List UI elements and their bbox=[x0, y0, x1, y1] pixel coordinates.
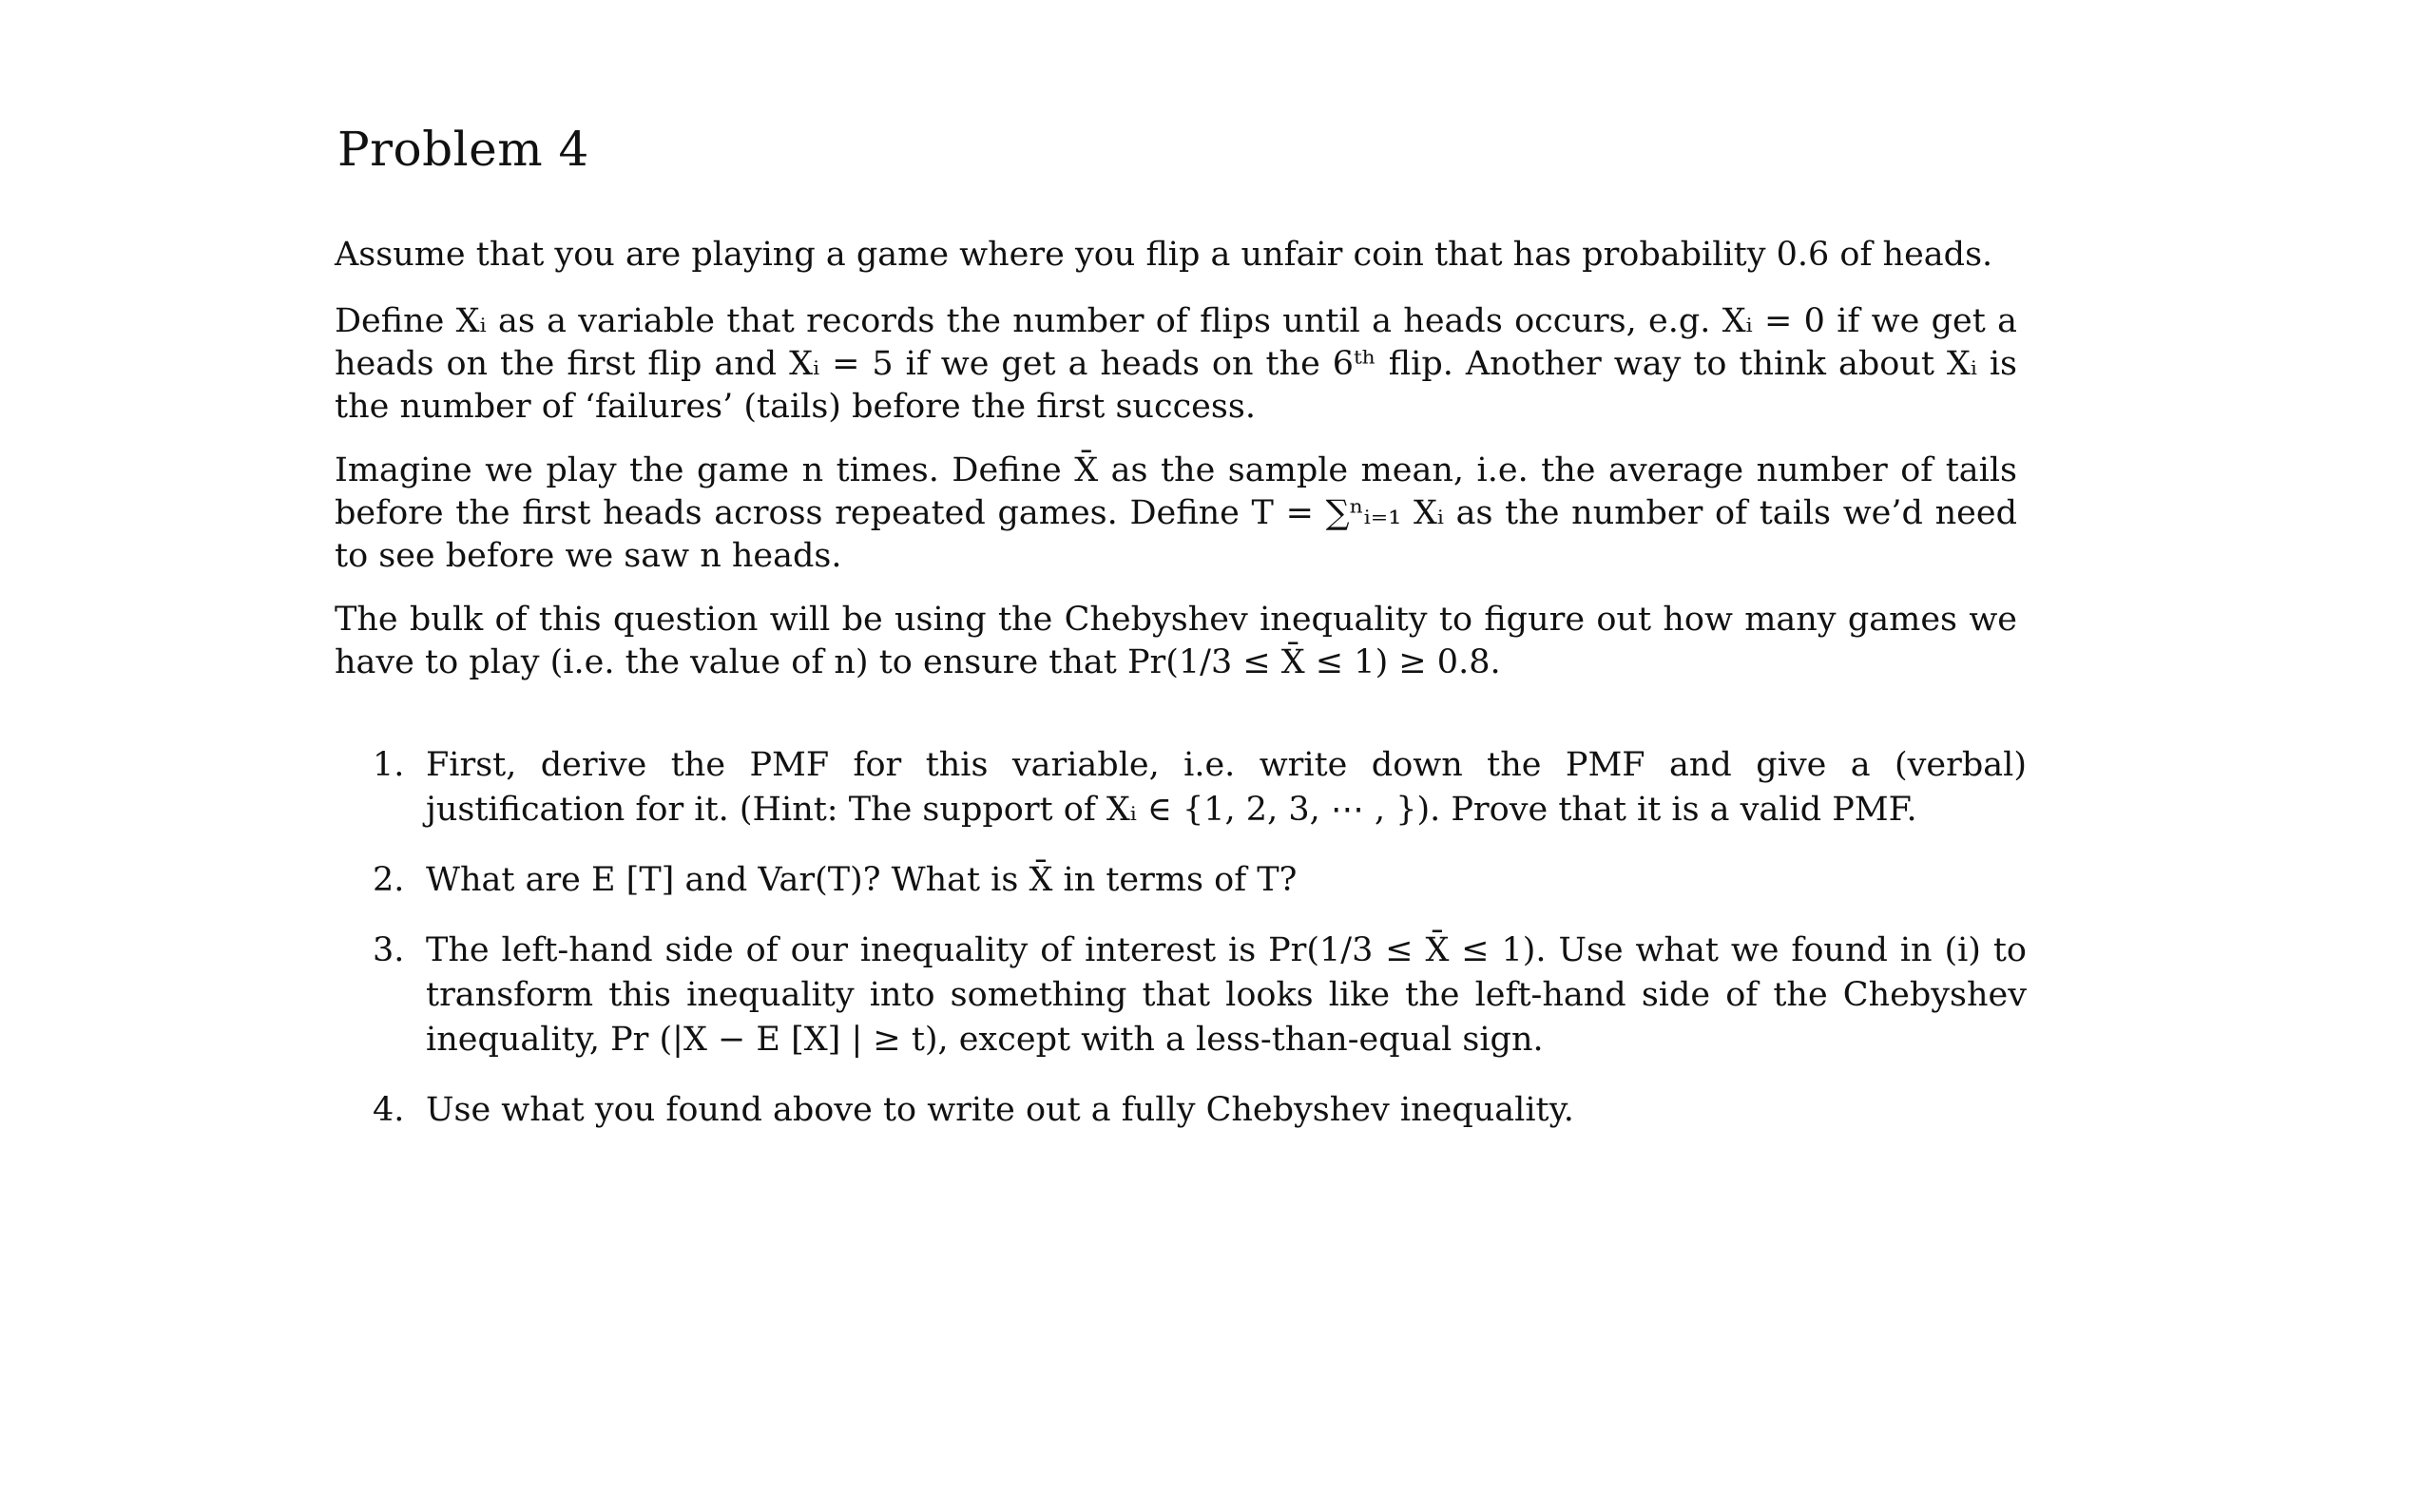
problem-title: Problem 4 bbox=[337, 122, 589, 177]
item-number: 2. bbox=[373, 861, 405, 899]
item-text: The left-hand side of our inequality of interest is Pr(1/3 ≤ X̄ ≤ 1). Use what we found in (i) to transform this inequality into something that looks like the left-hand side of the Chebyshev inequality, Pr (|X − E [X] | ≥ t), except with a less-than-equal sign. bbox=[426, 931, 2027, 1059]
paragraph-define-xi: Define Xᵢ as a variable that records the number of flips until a heads occurs, e.g. Xᵢ = 0 if we get a heads on the first flip and Xᵢ = 5 if we get a heads on the 6ᵗʰ flip. Another way to think about Xᵢ is the number of ‘failures’ (tails) before the first success. bbox=[335, 302, 2017, 426]
list-item bbox=[373, 743, 2027, 833]
question-list bbox=[373, 743, 2027, 1158]
item-text: Use what you found above to write out a fully Chebyshev inequality. bbox=[426, 1091, 1574, 1129]
paragraph-coin-game: Assume that you are playing a game where you flip a unfair coin that has probability 0.6 of heads. bbox=[335, 236, 1993, 274]
item-number: 1. bbox=[373, 746, 405, 784]
item-number: 3. bbox=[373, 931, 405, 969]
list-item bbox=[373, 1088, 2027, 1133]
list-item bbox=[373, 858, 2027, 903]
paragraph-chebyshev-goal: The bulk of this question will be using the Chebyshev inequality to figure out how many games we have to play (i.e. the value of n) to ensure that Pr(1/3 ≤ X̄ ≤ 1) ≥ 0.8. bbox=[335, 601, 2017, 681]
paragraph-sample-mean: Imagine we play the game n times. Define X̄ as the sample mean, i.e. the average number of tails before the first heads across repeated games. Define T = ∑ⁿᵢ₌₁ Xᵢ as the number of tails we’d need to see before we saw n heads. bbox=[335, 451, 2017, 575]
list-item bbox=[373, 928, 2027, 1062]
item-number: 4. bbox=[373, 1091, 405, 1129]
item-text: First, derive the PMF for this variable, i.e. write down the PMF and give a (verbal) justification for it. (Hint: The support of Xᵢ ∈ {1, 2, 3, ⋯ , }). Prove that it is a valid PMF. bbox=[426, 746, 2027, 829]
item-text: What are E [T] and Var(T)? What is X̄ in terms of T? bbox=[426, 861, 1298, 899]
